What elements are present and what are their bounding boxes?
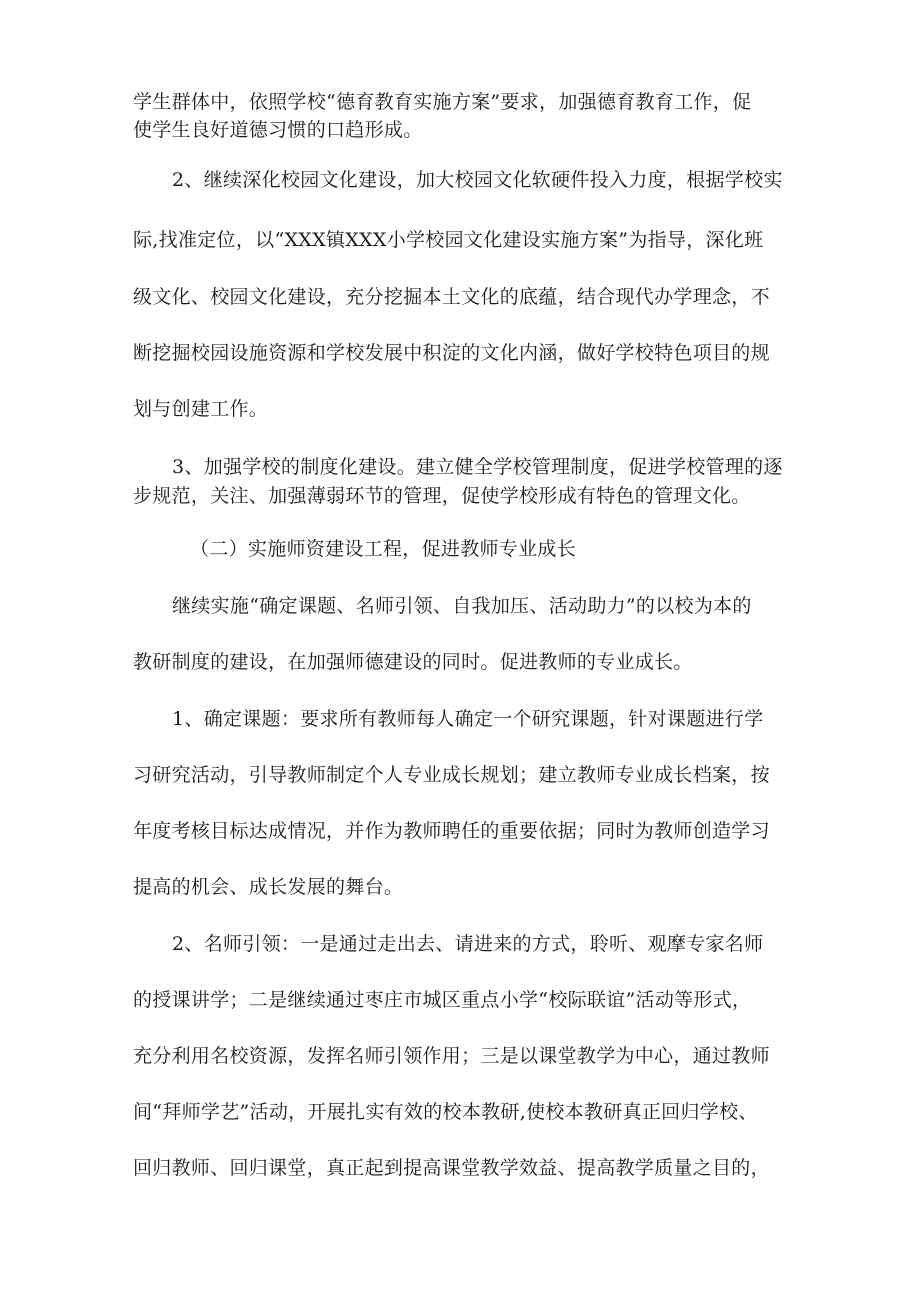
text-line: 级文化、校园文化建设，充分挖掘本土文化的底蕴，结合现代办学理念，不 [133, 286, 770, 308]
text-line: 充分利用名校资源，发挥名师引领作用；三是以课堂教学为中心，通过教师 [133, 1045, 770, 1067]
paragraph-start-line: 2、继续深化校园文化建设，加大校园文化软硬件投入力度，根据学校实 [172, 169, 783, 191]
text-line: 提高的机会、成长发展的舞台。 [133, 876, 404, 898]
text-line: 使学生良好道德习惯的口趋形成。 [133, 119, 423, 141]
text-line: 学生群体中，依照学校“德育教育实施方案”要求，加强德育教育工作，促 [133, 91, 752, 113]
paragraph-start-line: 2、名师引领：一是通过走出去、请进来的方式，聆听、观摩专家名师 [172, 933, 764, 955]
paragraph-start-line: 3、加强学校的制度化建设。建立健全学校管理制度，促进学校管理的逐 [172, 456, 783, 478]
text-line: 年度考核目标达成情况，并作为教师聘任的重要依据；同时为教师创造学习 [133, 820, 770, 842]
text-line: 际,找准定位，以“XXX镇XXX小学校园文化建设实施方案”为指导，深化班 [133, 229, 764, 251]
text-line: 的授课讲学；二是继续通过枣庄市城区重点小学“校际联谊”活动等形式， [133, 989, 752, 1011]
text-line: 划与创建工作。 [133, 398, 269, 420]
text-line: 断挖掘校园设施资源和学校发展中积淀的文化内涵，做好学校特色项目的规 [133, 342, 770, 364]
paragraph-start-line: 1、确定课题：要求所有教师每人确定一个研究课题，针对课题进行学 [172, 708, 764, 730]
text-line: 教研制度的建设，在加强师德建设的同时。促进教师的专业成长。 [133, 651, 693, 673]
section-heading: （二）实施师资建设工程，促进教师专业成长 [190, 538, 577, 560]
text-line: 步规范，关注、加强薄弱环节的管理，促使学校形成有特色的管理文化。 [133, 485, 751, 507]
text-line: 回归教师、回归课堂，真正起到提高课堂教学效益、提高教学质量之目的， [133, 1157, 770, 1179]
text-line: 习研究活动，引导教师制定个人专业成长规划；建立教师专业成长档案，按 [133, 764, 770, 786]
paragraph-start-line: 继续实施“确定课题、名师引领、自我加压、活动助力”的以校为本的 [172, 595, 752, 617]
text-line: 间“拜师学艺”活动，开展扎实有效的校本教研,使校本教研真正回归学校、 [133, 1101, 758, 1123]
